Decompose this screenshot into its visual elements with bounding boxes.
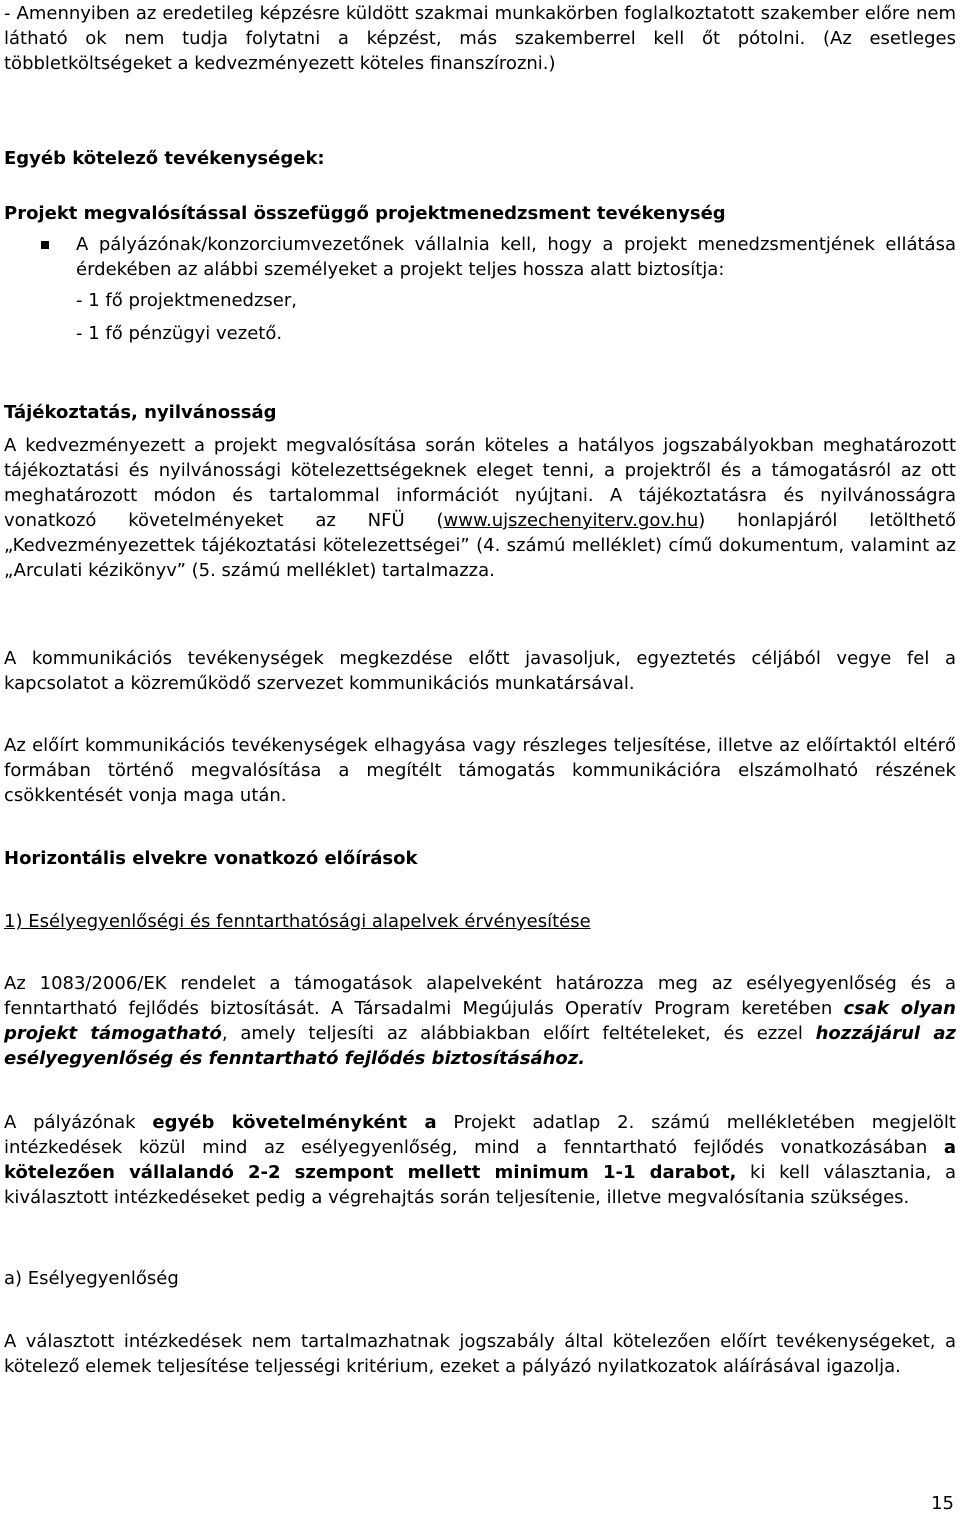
bullet-square-icon	[41, 241, 49, 249]
horizontal-paragraph-1	[4, 971, 956, 1071]
text-span: A pályázónak	[4, 1112, 153, 1133]
info-paragraph-2: A kommunikációs tevékenységek megkezdése előtt javasoljuk, egyeztetés céljából vegye fel a kapcsolatot a közreműködő szervezet kommunikációs munkatársával.	[4, 648, 956, 694]
bullet-item	[4, 232, 956, 346]
emphasis-span: csak olyan projekt támogatható	[4, 998, 956, 1044]
heading-information-publicity: Tájékoztatás, nyilvánosság	[4, 402, 277, 423]
intro-paragraph: - Amennyiben az eredetileg képzésre küldött szakmai munkakörben foglalkoztatott szakember előre nem látható ok nem tudja folytatni a képzést, más szakemberrel kell őt pótolni. (Az esetleges többletköltségeket a kedvezményezett köteles finanszírozni.)	[4, 3, 956, 74]
horizontal-paragraph-3: A választott intézkedések nem tartalmazhatnak jogszabály által kötelezően előírt tevékenységeket, a kötelező elemek teljesítése teljességi kritérium, ezeket a pályázó nyilatkozatok aláírásával igazolja.	[4, 1331, 956, 1377]
subheading-equal-opportunity-a: a) Esélyegyenlőség	[4, 1268, 179, 1289]
emphasis-span: hozzájárul az esélyegyenlőség és fenntartható fejlődés biztosításához.	[4, 1023, 956, 1069]
page-number: 15	[931, 1493, 954, 1514]
info-paragraph-3: Az előírt kommunikációs tevékenységek elhagyása vagy részleges teljesítése, illetve az előírtaktól eltérő formában történő megvalósítása a megítélt támogatás kommunikációra elszámolható részének csökkentését vonja maga után.	[4, 735, 956, 806]
info-text-before-link: A kedvezményezett a projekt megvalósítása során köteles a hatályos jogszabályokban meghatározott tájékoztatási és nyilvánossági kötelezettségeknek eleget tenni, a projektről és a támogatásról az ott meghatározott módon és tartalommal információt nyújtani. A tájékoztatásra és nyilvánosságra vonatkozó követelményeket az NFÜ (	[4, 435, 956, 531]
list-item: - 1 fő pénzügyi vezető.	[76, 323, 283, 344]
heading-horizontal-principles: Horizontális elvekre vonatkozó előírások	[4, 848, 418, 869]
text-span: , amely teljesíti az alábbiakban előírt feltételeket, és ezzel	[221, 1023, 816, 1044]
text-span: Projekt adatlap 2. számú mellékletében megjelölt intézkedések közül mind az esélyegyenlőség, mind a fenntartható fejlődés vonatkozásában	[4, 1112, 956, 1158]
info-paragraph-1	[4, 433, 956, 583]
bullet-text: A pályázónak/konzorciumvezetőnek vállalnia kell, hogy a projekt menedzsmentjének ellátása érdekében az alábbi személyeket a projekt teljes hossza alatt biztosítja:	[76, 234, 956, 280]
info-text-after-link: ) honlapjáról letölthető „Kedvezményezettek tájékoztatási kötelezettségei” (4. számú melléklet) című dokumentum, valamint az „Arculati kézikönyv” (5. számú melléklet) tartalmazza.	[4, 510, 957, 581]
text-span: Az 1083/2006/EK rendelet a támogatások alapelveként határozza meg az esélyegyenlőség és a fenntartható fejlődés biztosítását. A Társadalmi Megújulás Operatív Program keretében	[4, 973, 956, 1019]
subheading-equal-opportunity: 1) Esélyegyenlőségi és fenntarthatósági alapelvek érvényesítése	[4, 911, 591, 932]
heading-other-mandatory: Egyéb kötelező tevékenységek:	[4, 148, 325, 169]
bold-span: a kötelezően vállalandó 2-2 szempont mellett minimum 1-1 darabot,	[4, 1137, 956, 1183]
horizontal-paragraph-2	[4, 1110, 956, 1210]
bold-span: egyéb követelményként a	[152, 1112, 437, 1133]
text-span: ki kell választania, a kiválasztott intézkedéseket pedig a végrehajtás során teljesítenie, illetve megvalósítania szükséges.	[4, 1162, 956, 1208]
subheading-project-management: Projekt megvalósítással összefüggő projektmenedzsment tevékenység	[4, 203, 726, 224]
list-item: - 1 fő projektmenedzser,	[76, 290, 298, 311]
website-link[interactable]: www.ujszechenyiterv.gov.hu	[443, 510, 699, 531]
